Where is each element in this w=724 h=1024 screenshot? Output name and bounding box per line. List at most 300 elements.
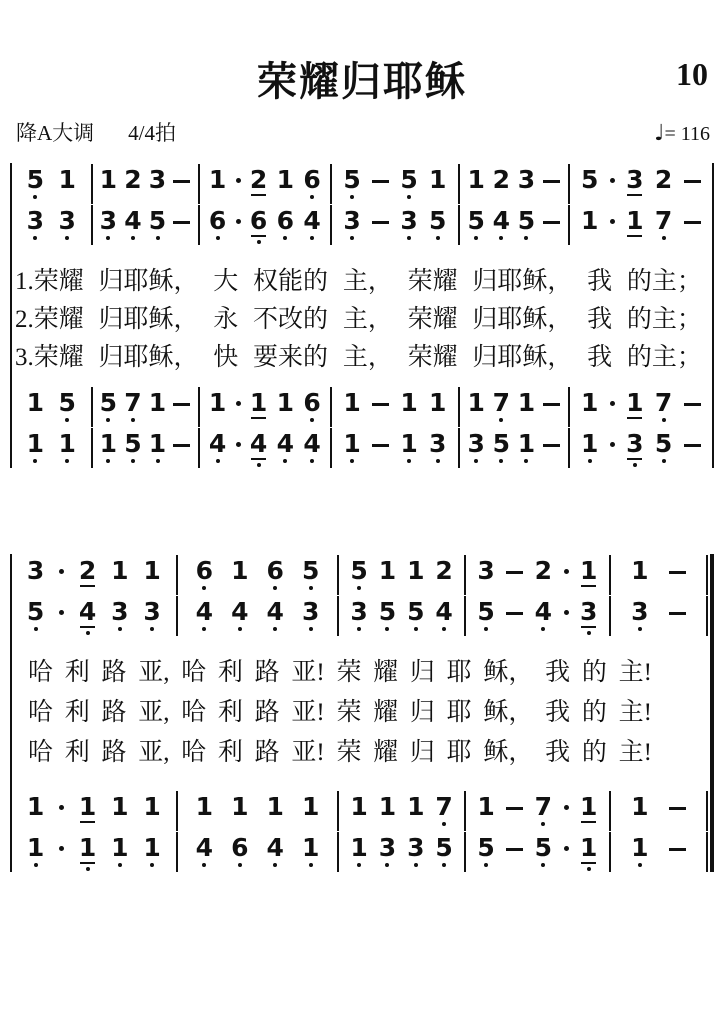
note-digit: 1	[301, 792, 320, 821]
measure	[611, 831, 706, 867]
note-digit: 4	[303, 429, 321, 458]
lyric-segment: 主!	[618, 699, 652, 726]
note-digit: 1	[580, 792, 598, 821]
note-digit: 4	[492, 206, 511, 235]
note-digit: 1	[99, 165, 118, 194]
note-digit: 1	[231, 556, 249, 585]
lyric-segment: 我	[587, 344, 613, 371]
note-digit: 3	[626, 165, 644, 194]
note	[27, 390, 44, 415]
note-digit: 1	[143, 833, 161, 862]
note	[209, 167, 226, 192]
note	[631, 794, 648, 819]
augmentation-dot	[59, 610, 64, 615]
eighth-underline	[627, 235, 642, 237]
note	[400, 390, 417, 415]
measure	[332, 204, 458, 240]
hymn-number: 10	[676, 56, 708, 92]
low-octave-dot	[499, 459, 503, 463]
note-digit: 3	[343, 206, 361, 235]
note-digit: 6	[276, 206, 294, 235]
note-digit: 5	[477, 833, 495, 862]
dash-note	[506, 612, 523, 615]
note	[400, 167, 417, 199]
note	[124, 167, 141, 192]
eighth-underline	[581, 585, 596, 587]
measure	[332, 163, 458, 199]
note	[302, 599, 319, 631]
dash-note	[173, 180, 190, 183]
augmentation-dot	[236, 178, 241, 183]
note-digit: 5	[58, 388, 76, 417]
note	[467, 208, 484, 240]
measure	[12, 163, 91, 199]
lyric-line-chorus-1	[10, 650, 714, 690]
note-digit: 1	[26, 388, 44, 417]
lyric-segment: 归耶稣，	[98, 306, 199, 333]
note	[655, 431, 672, 463]
notation-line-chorus-alto	[10, 595, 714, 636]
measure	[12, 427, 91, 463]
note-digit: 1	[143, 792, 161, 821]
low-octave-dot	[662, 236, 666, 240]
low-octave-dot	[283, 459, 287, 463]
augmentation-dot	[610, 178, 615, 183]
note-digit: 1	[581, 429, 599, 458]
note-digit: 5	[26, 165, 44, 194]
measure	[332, 386, 458, 415]
lyric-segment: 荣	[336, 739, 362, 766]
chorus-lyrics	[10, 650, 714, 770]
note	[493, 431, 510, 463]
note	[124, 431, 141, 463]
low-octave-dot	[524, 236, 528, 240]
measure	[339, 595, 463, 631]
score-meta	[0, 117, 724, 147]
low-octave-dot	[238, 863, 242, 867]
final-barline	[706, 596, 708, 636]
dash-note	[543, 444, 560, 447]
note-digit: 5	[301, 556, 320, 585]
low-octave-dot	[150, 627, 154, 631]
augmentation-dot	[564, 805, 569, 810]
note	[79, 794, 96, 823]
note	[303, 390, 320, 422]
note	[518, 208, 535, 240]
dash-note	[506, 807, 523, 810]
low-octave-dot	[662, 418, 666, 422]
low-octave-dot	[65, 236, 69, 240]
low-octave-dot	[202, 627, 206, 631]
note-digit: 3	[301, 597, 320, 626]
note	[231, 599, 248, 631]
note	[196, 794, 213, 819]
low-octave-dot	[131, 418, 135, 422]
key-signature: 降A大调	[16, 121, 95, 145]
note	[626, 390, 643, 419]
note	[277, 431, 294, 463]
low-octave-dot	[524, 459, 528, 463]
note-digit: 4	[276, 429, 294, 458]
note-digit: 4	[124, 206, 142, 235]
lyric-segment: 主!	[618, 659, 652, 686]
measure	[200, 163, 331, 199]
note	[350, 794, 367, 819]
measure	[466, 595, 609, 635]
eighth-underline	[251, 458, 266, 460]
lyric-segment: 归耶稣，	[98, 268, 199, 295]
lyric-line-verse-1	[10, 260, 714, 298]
note-digit: 5	[435, 833, 453, 862]
measure	[466, 790, 609, 826]
low-octave-dot	[357, 627, 361, 631]
low-octave-dot	[310, 195, 314, 199]
measure	[570, 204, 712, 240]
note	[124, 390, 141, 422]
note-digit: 4	[266, 833, 284, 862]
time-signature: 4/4拍	[128, 121, 177, 145]
note-digit: 7	[124, 388, 142, 417]
note-digit: 1	[148, 429, 167, 458]
note-digit: 3	[631, 597, 649, 626]
lyric-segment: 1.荣耀	[15, 268, 84, 295]
note	[343, 208, 360, 240]
note	[626, 167, 643, 196]
note	[379, 794, 396, 819]
measure	[570, 427, 712, 467]
low-octave-dot	[414, 627, 418, 631]
note	[379, 599, 396, 631]
note-digit: 6	[208, 206, 227, 235]
note	[100, 167, 117, 192]
note-digit: 1	[276, 165, 294, 194]
low-octave-dot	[65, 418, 69, 422]
measure	[12, 386, 91, 422]
note	[302, 558, 319, 590]
lyric-segment: 荣	[336, 659, 362, 686]
note	[149, 167, 166, 192]
note	[535, 835, 552, 867]
note	[350, 835, 367, 867]
note	[626, 208, 643, 237]
note-digit: 5	[99, 388, 118, 417]
low-octave-dot	[407, 236, 411, 240]
note-digit: 3	[58, 206, 76, 235]
dash-note	[684, 221, 701, 224]
lyric-segment: 哈	[28, 699, 54, 726]
note	[231, 794, 248, 819]
note-digit: 1	[343, 429, 361, 458]
note	[435, 835, 452, 867]
note	[100, 390, 117, 422]
note	[267, 835, 284, 867]
note-digit: 1	[78, 792, 97, 821]
low-octave-dot	[541, 863, 545, 867]
lyric-segment: 哈	[181, 739, 207, 766]
low-octave-dot	[118, 863, 122, 867]
note-digit: 7	[654, 388, 673, 417]
low-octave-dot	[588, 459, 592, 463]
lyric-segment: 路	[101, 739, 127, 766]
note	[580, 599, 597, 635]
final-barline	[706, 832, 708, 872]
note	[277, 390, 294, 415]
note-digit: 3	[626, 429, 644, 458]
note	[250, 390, 267, 419]
note-digit: 5	[477, 597, 495, 626]
note	[303, 431, 320, 463]
lyric-segment: 归耶稣，	[98, 344, 199, 371]
note-digit: 1	[631, 556, 649, 585]
note-digit: 1	[99, 429, 118, 458]
dash-note	[684, 180, 701, 183]
augmentation-dot	[610, 442, 615, 447]
lyric-segment: 利	[217, 739, 243, 766]
note-digit: 1	[208, 165, 227, 194]
lyric-segment: 哈	[181, 659, 207, 686]
header	[0, 0, 724, 147]
lyric-segment: 我	[545, 699, 571, 726]
lyric-segment: 亚!	[291, 739, 325, 766]
dash-note	[372, 444, 389, 447]
lyric-segment: 的主；	[626, 268, 702, 295]
lyric-line-chorus-3	[10, 730, 714, 770]
quarter-note-icon: ♩	[654, 121, 665, 146]
note-digit: 3	[477, 556, 495, 585]
note	[149, 390, 166, 415]
dash-note	[506, 571, 523, 574]
dash-note	[543, 403, 560, 406]
low-octave-dot	[474, 459, 478, 463]
note-digit: 1	[400, 388, 418, 417]
note-digit: 5	[26, 597, 45, 626]
augmentation-dot	[236, 401, 241, 406]
note	[209, 208, 226, 240]
lyric-segment: 路	[254, 699, 280, 726]
low-octave-dot	[638, 863, 642, 867]
low-octave-dot	[156, 236, 160, 240]
notation-line-chorus-tenor	[10, 790, 714, 831]
note-digit: 2	[78, 556, 97, 585]
note	[124, 208, 141, 240]
note	[631, 599, 648, 631]
note-digit: 2	[249, 165, 268, 194]
note-digit: 1	[111, 833, 129, 862]
note	[535, 794, 552, 826]
low-octave-dot	[34, 863, 38, 867]
low-octave-dot	[587, 631, 591, 635]
low-octave-dot	[273, 863, 277, 867]
note	[303, 167, 320, 199]
low-octave-dot	[357, 586, 361, 590]
note-digit: 7	[492, 388, 511, 417]
low-octave-dot	[541, 822, 545, 826]
low-octave-dot	[442, 863, 446, 867]
low-octave-dot	[442, 627, 446, 631]
lyric-segment: 亚!	[291, 699, 325, 726]
note-digit: 5	[654, 429, 673, 458]
measure	[200, 427, 331, 467]
low-octave-dot	[106, 459, 110, 463]
notation-line-chorus-bass	[10, 831, 714, 872]
note	[626, 431, 643, 467]
note-digit: 1	[266, 792, 284, 821]
measure	[178, 595, 338, 631]
lyric-segment: 的	[581, 739, 607, 766]
lyric-segment: 利	[64, 739, 90, 766]
low-octave-dot	[407, 459, 411, 463]
note-digit: 4	[231, 597, 249, 626]
lyric-segment: 永	[213, 306, 239, 333]
measure	[12, 554, 176, 587]
note	[407, 835, 424, 867]
note	[518, 390, 535, 415]
dash-note	[684, 403, 701, 406]
lyric-line-verse-3	[10, 336, 714, 374]
low-octave-dot	[350, 459, 354, 463]
augmentation-dot	[610, 401, 615, 406]
low-octave-dot	[150, 863, 154, 867]
dash-note	[173, 221, 190, 224]
lyric-segment: 利	[217, 659, 243, 686]
low-octave-dot	[499, 418, 503, 422]
lyric-segment: 荣耀	[407, 344, 458, 371]
note	[429, 208, 446, 240]
note-digit: 1	[429, 165, 447, 194]
low-octave-dot	[484, 863, 488, 867]
measure	[93, 427, 198, 463]
dash-note	[372, 403, 389, 406]
note	[655, 208, 672, 240]
note-digit: 1	[467, 165, 485, 194]
note	[477, 558, 494, 583]
note-digit: 3	[143, 597, 161, 626]
low-octave-dot	[541, 627, 545, 631]
note	[581, 208, 598, 233]
notation-line-verse-alto	[10, 204, 714, 245]
note	[250, 167, 267, 196]
lyric-segment: 主，	[342, 268, 393, 295]
note	[631, 558, 648, 583]
note	[209, 390, 226, 415]
lyric-segment: 的主；	[626, 344, 702, 371]
low-octave-dot	[106, 236, 110, 240]
measure	[339, 554, 463, 590]
note-digit: 4	[78, 597, 97, 626]
measure	[93, 204, 198, 240]
note-digit: 1	[581, 388, 599, 417]
lyric-segment: 哈	[28, 659, 54, 686]
note	[435, 599, 452, 631]
measure	[339, 831, 463, 867]
note	[196, 835, 213, 867]
low-octave-dot	[436, 459, 440, 463]
low-octave-dot	[474, 236, 478, 240]
note-digit: 5	[148, 206, 167, 235]
low-octave-dot	[309, 627, 313, 631]
page-title: 荣耀归耶稣	[257, 60, 467, 104]
eighth-underline	[581, 862, 596, 864]
note-digit: 3	[350, 597, 368, 626]
note	[655, 390, 672, 422]
augmentation-dot	[59, 569, 64, 574]
note-digit: 1	[400, 429, 418, 458]
note-digit: 1	[111, 556, 129, 585]
note-digit: 3	[407, 833, 425, 862]
lyric-segment: 荣	[336, 699, 362, 726]
lyric-segment: 稣，	[483, 659, 534, 686]
low-octave-dot	[257, 240, 261, 244]
lyric-segment: 要来的	[253, 344, 329, 371]
note-digit: 6	[249, 206, 268, 235]
lyric-segment: 亚,	[138, 739, 170, 766]
note-digit: 4	[208, 429, 227, 458]
note-digit: 1	[477, 792, 495, 821]
note	[631, 835, 648, 867]
note	[379, 835, 396, 867]
measure	[12, 790, 176, 823]
eighth-underline	[581, 821, 596, 823]
note-digit: 3	[429, 429, 447, 458]
note-digit: 7	[435, 792, 453, 821]
note-digit: 6	[303, 388, 321, 417]
notation-line-verse-soprano	[10, 163, 714, 204]
note	[79, 558, 96, 587]
note-digit: 2	[654, 165, 673, 194]
note	[149, 431, 166, 463]
measure	[93, 163, 198, 192]
lyric-segment: 耶	[446, 739, 472, 766]
note	[27, 208, 44, 240]
note	[143, 794, 160, 819]
augmentation-dot	[59, 805, 64, 810]
note-digit: 1	[301, 833, 320, 862]
measure	[339, 790, 463, 826]
tempo-value: = 116	[664, 123, 710, 145]
note-digit: 4	[534, 597, 553, 626]
note-digit: 1	[111, 792, 129, 821]
note	[209, 431, 226, 463]
note-digit: 4	[266, 597, 284, 626]
note	[59, 208, 76, 240]
note-digit: 1	[626, 388, 644, 417]
note	[79, 835, 96, 871]
lyric-segment: 哈	[181, 699, 207, 726]
lyric-segment: 路	[101, 699, 127, 726]
eighth-underline	[627, 417, 642, 419]
low-octave-dot	[310, 418, 314, 422]
note-digit: 6	[231, 833, 249, 862]
low-octave-dot	[310, 236, 314, 240]
note	[407, 599, 424, 631]
notation-line-chorus-soprano	[10, 554, 714, 595]
low-octave-dot	[65, 459, 69, 463]
lyric-segment: 快	[213, 344, 239, 371]
lyric-segment: 亚!	[291, 659, 325, 686]
note-digit: 5	[400, 165, 418, 194]
notation-line-verse-bass	[10, 427, 714, 468]
measure	[460, 386, 568, 422]
eighth-underline	[80, 821, 95, 823]
dash-note	[669, 571, 686, 574]
note	[100, 208, 117, 240]
note	[477, 599, 494, 631]
lyric-segment: 归	[409, 659, 435, 686]
low-octave-dot	[33, 195, 37, 199]
note	[111, 794, 128, 819]
note-digit: 5	[407, 597, 425, 626]
note	[535, 599, 552, 631]
